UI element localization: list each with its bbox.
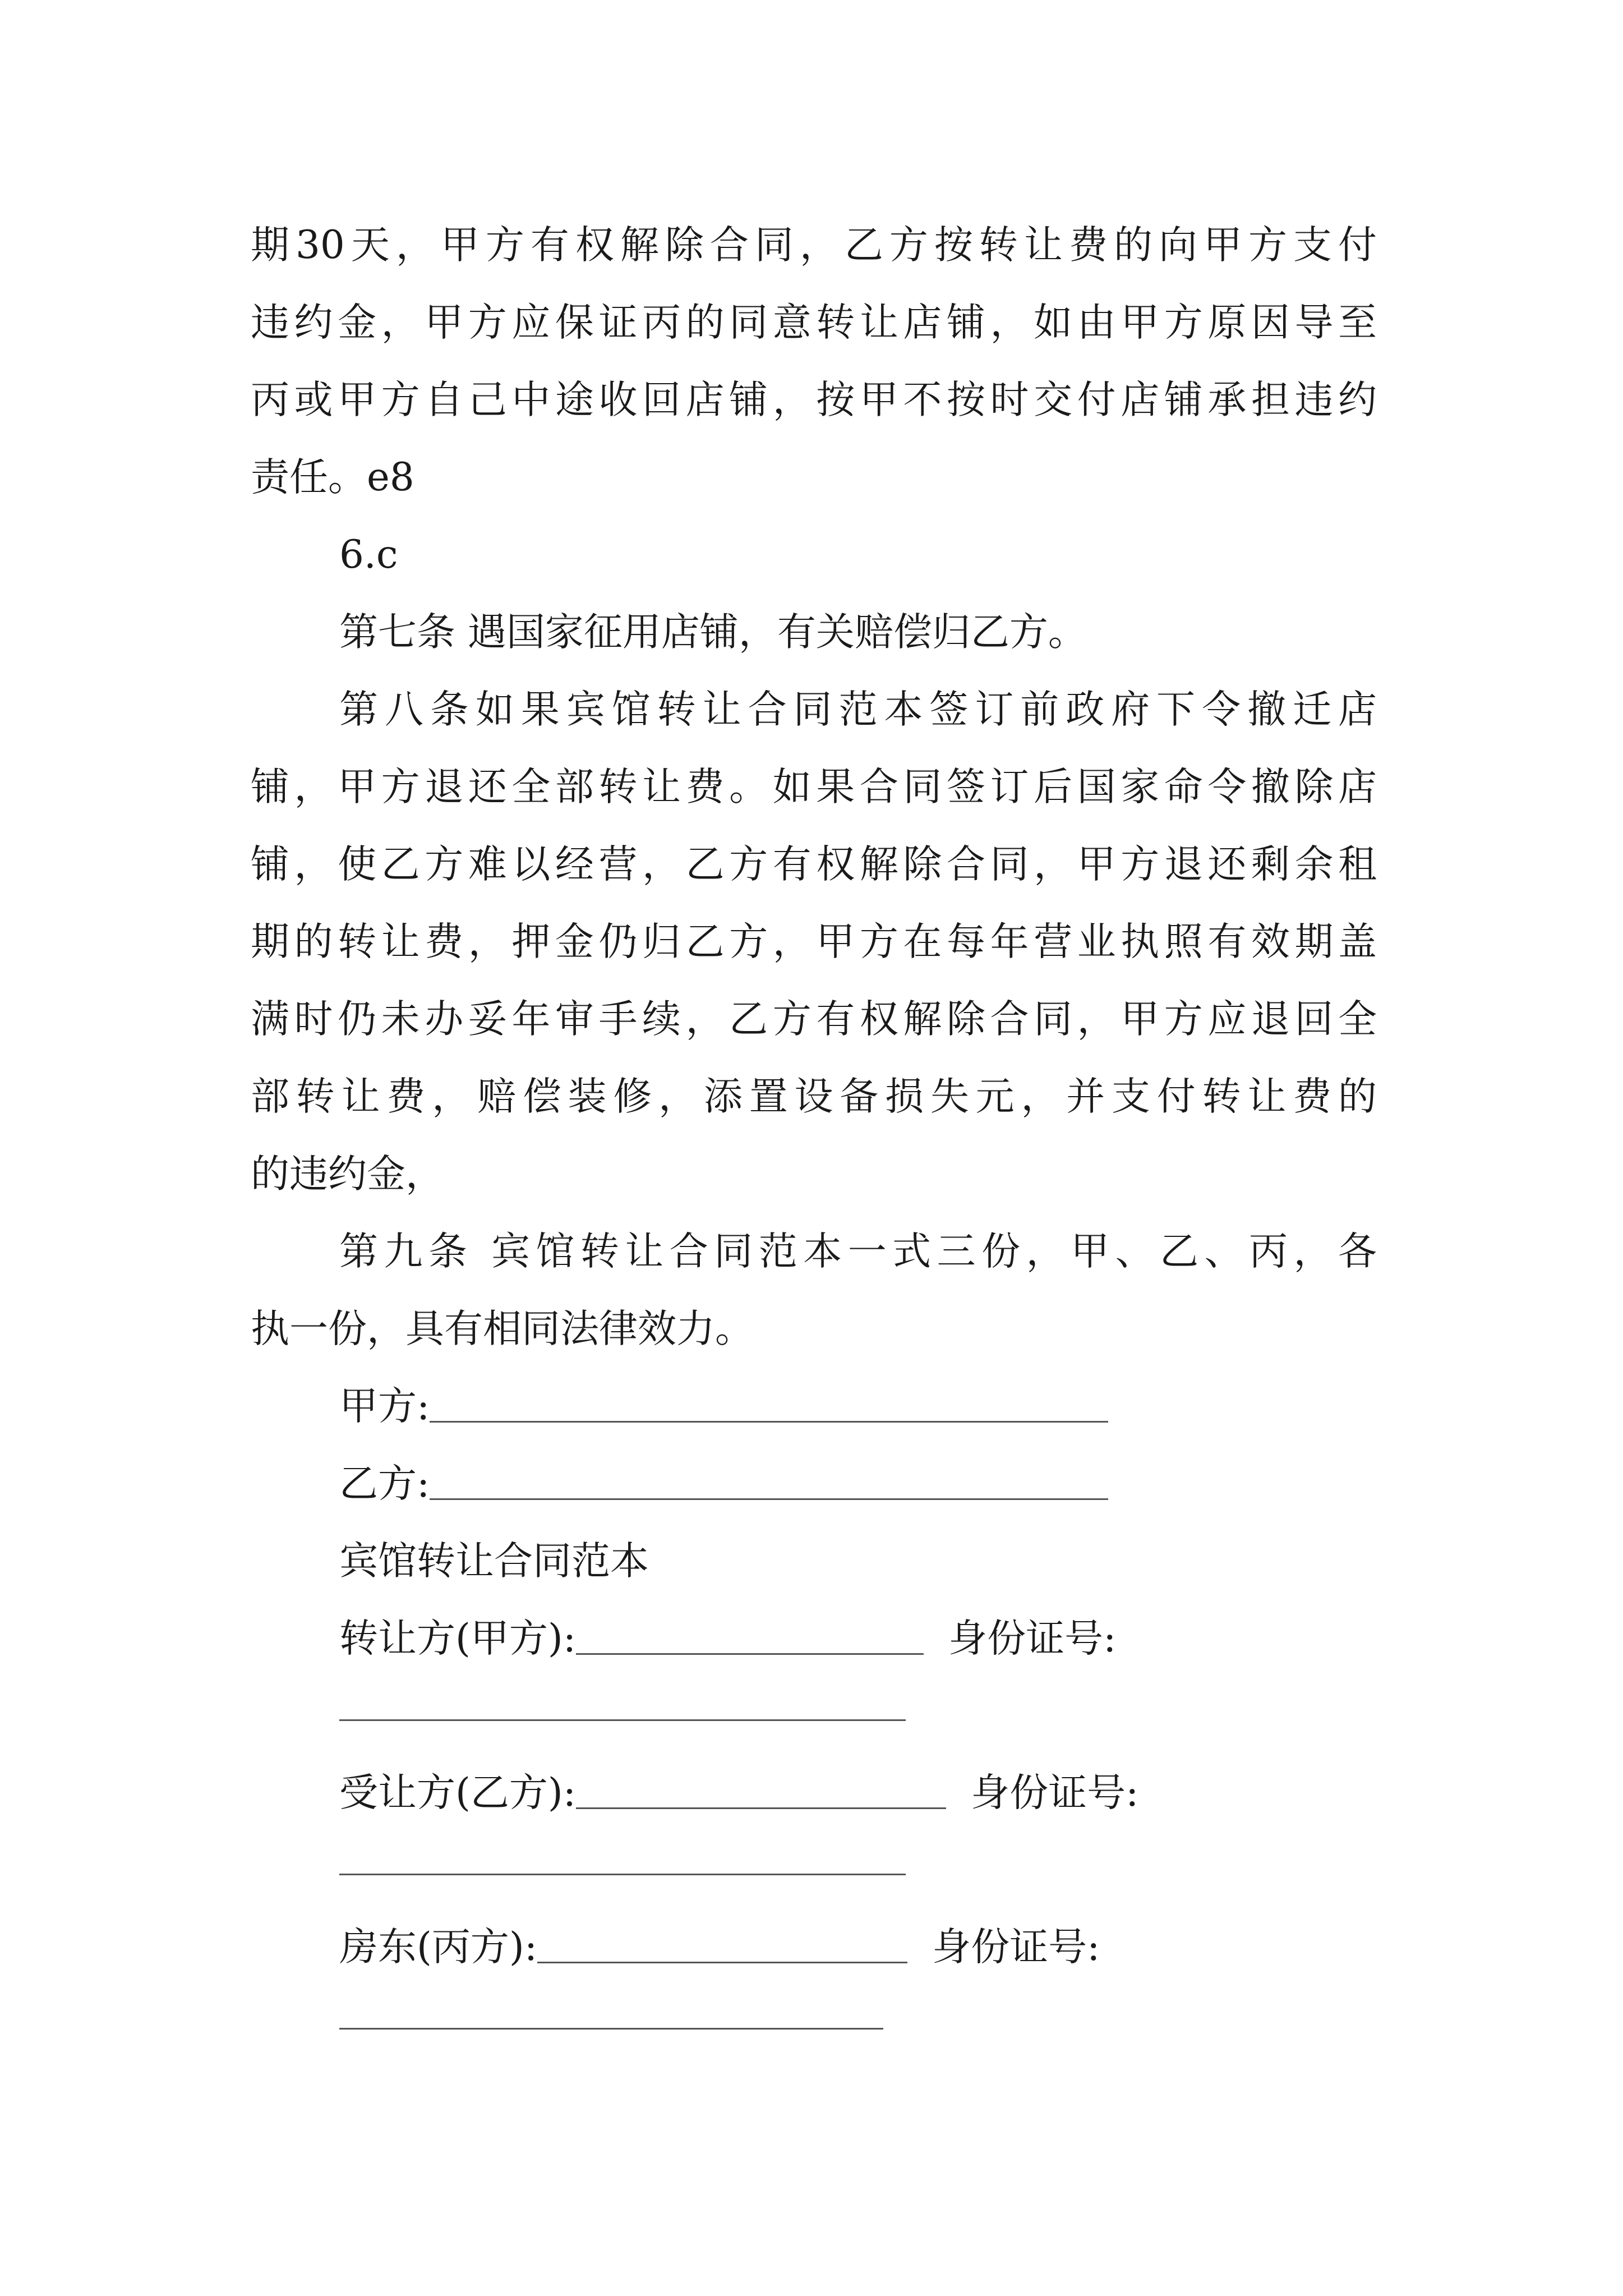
landlord-label: 房东(丙方): — [339, 1925, 538, 1970]
transferee-id-blank[interactable] — [339, 1874, 906, 1875]
landlord-row — [339, 1925, 1100, 1970]
article-8-line: 满时仍未办妥年审手续，乙方有权解除合同，甲方应退回全 — [251, 997, 1377, 1042]
article-8-line: 的违约金， — [251, 1152, 444, 1197]
transferee-row — [339, 1770, 1139, 1815]
party-a-blank[interactable] — [430, 1421, 1108, 1423]
article-8-line: 部转让费，赔偿装修，添置设备损失元，并支付转让费的 — [251, 1074, 1377, 1119]
paragraph-line: 违约金，甲方应保证丙的同意转让店铺，如由甲方原因导至 — [251, 300, 1377, 345]
article-8-line: 第八条如果宾馆转让合同范本签订前政府下令撤迁店 — [339, 687, 1377, 732]
transferee-label: 受让方(乙方): — [339, 1770, 577, 1815]
landlord-id-blank[interactable] — [339, 2028, 883, 2030]
transferor-row — [339, 1616, 1117, 1661]
transferor-id-blank[interactable] — [339, 1719, 906, 1721]
paragraph-line: 责任。e8 — [251, 455, 414, 500]
item-label: 6.c — [339, 532, 398, 577]
article-9-line: 第九条 宾馆转让合同范本一式三份，甲、乙、丙，各 — [339, 1229, 1377, 1274]
transferor-label: 转让方(甲方): — [339, 1616, 577, 1661]
article-8-line: 铺，甲方退还全部转让费。如果合同签订后国家命令撤除店 — [251, 765, 1377, 809]
template-title: 宾馆转让合同范本 — [339, 1539, 649, 1584]
article-8-line: 期的转让费，押金仍归乙方，甲方在每年营业执照有效期盖 — [251, 919, 1377, 964]
party-b-blank[interactable] — [430, 1498, 1108, 1500]
transferor-id-label: 身份证号: — [948, 1616, 1117, 1661]
transferor-blank[interactable] — [576, 1653, 924, 1655]
article-8-line: 铺，使乙方难以经营，乙方有权解除合同，甲方退还剩余租 — [251, 842, 1377, 887]
party-a-label: 甲方: — [339, 1384, 430, 1429]
landlord-blank[interactable] — [537, 1962, 907, 1963]
landlord-id-label: 身份证号: — [932, 1925, 1100, 1970]
transferee-blank[interactable] — [576, 1807, 946, 1809]
transferee-id-label: 身份证号: — [971, 1770, 1139, 1815]
article-9-line: 执一份，具有相同法律效力。 — [251, 1306, 754, 1351]
paragraph-line: 期30天，甲方有权解除合同，乙方按转让费的向甲方支付 — [251, 223, 1377, 268]
party-b-label: 乙方: — [339, 1461, 430, 1506]
paragraph-line: 丙或甲方自己中途收回店铺，按甲不按时交付店铺承担违约 — [251, 378, 1377, 422]
article-7: 第七条 遇国家征用店铺，有关赔偿归乙方。 — [339, 610, 1087, 655]
party-a-signature — [339, 1384, 1108, 1429]
party-b-signature — [339, 1461, 1108, 1506]
